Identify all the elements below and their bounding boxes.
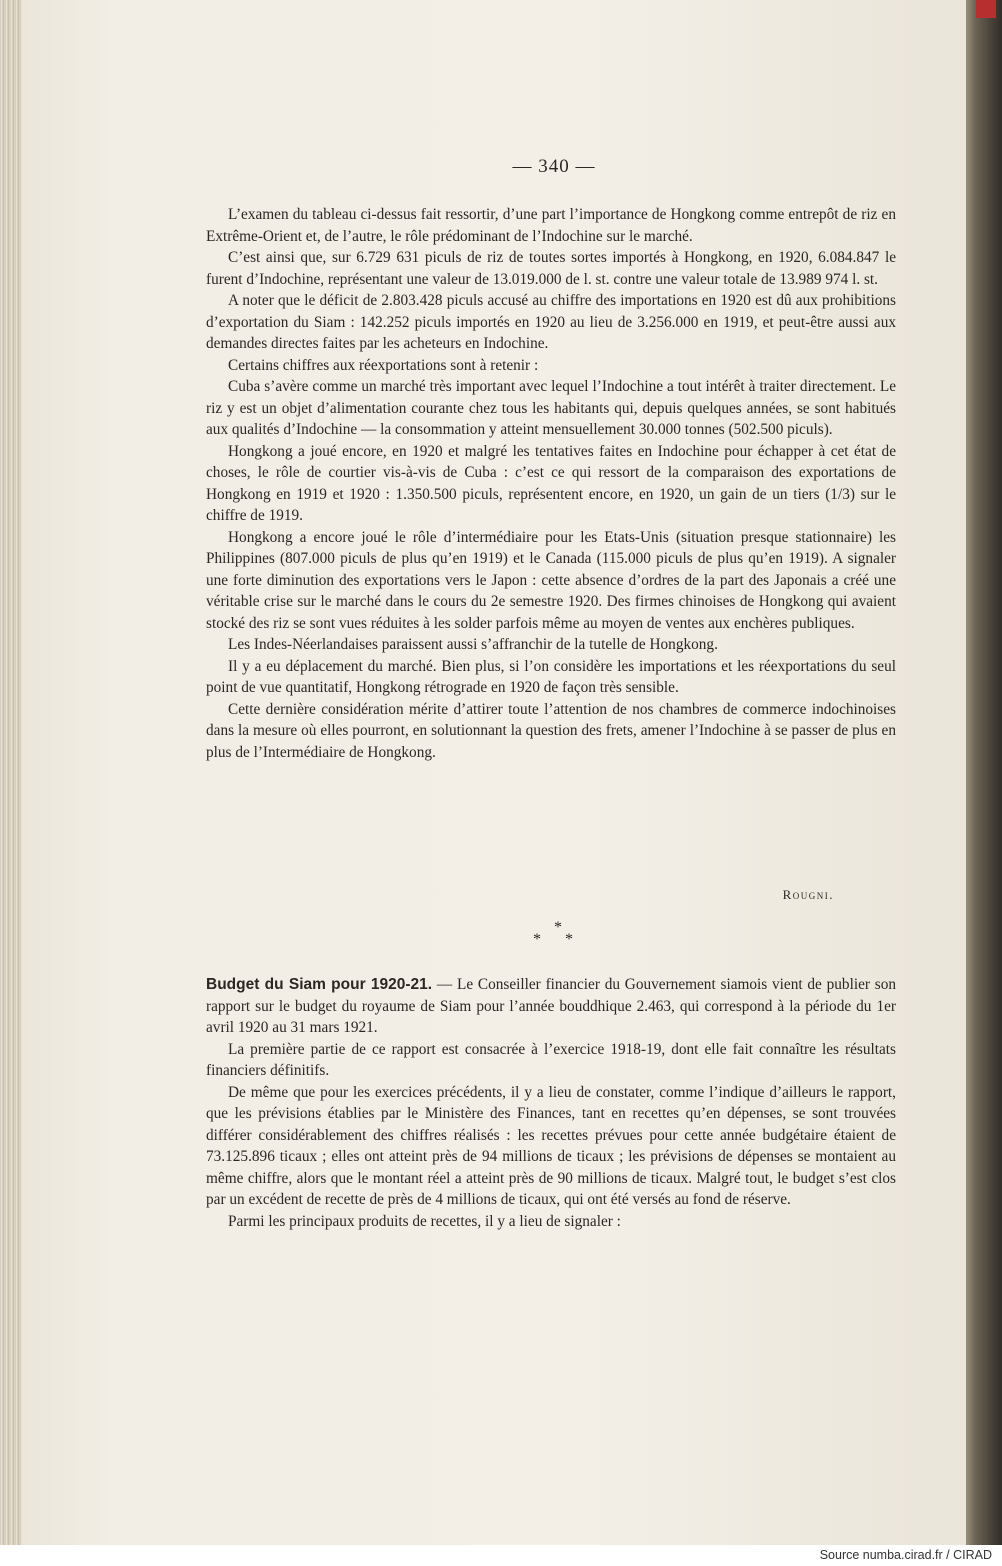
document-page xyxy=(22,0,968,1545)
section-asterism xyxy=(528,919,588,948)
paragraph: Les Indes-Néerlandaises paraissent aussi s’affranchir de la tutelle de Hongkong. xyxy=(228,636,718,653)
paragraph: Hongkong a joué encore, en 1920 et malgré les tentatives faites en Indochine pour échapper à cet état de choses, le rôle de courtier vis-à-vis de Cuba : c’est ce qui ressort de la comparaison des exportations de Hongkong en 1919 et 1920 : 1.350.500 piculs, représentent encore, en 1920, un gain de un tiers (1/3) sur le chiffre de 1919. xyxy=(206,442,896,524)
section-heading: Budget du Siam pour 1920-21. xyxy=(206,976,433,993)
paragraph: Cuba s’avère comme un marché très important avec lequel l’Indochine a tout intérêt à traiter directement. Le riz y est un objet d’alimentation courante chez tous les habitants qui, depuis quelques années, se sont habitués aux qualités d’Indochine — la consommation y atteint mensuellement 30.000 tonnes (502.500 piculs). xyxy=(206,378,896,438)
paragraph: L’examen du tableau ci-dessus fait ressortir, d’une part l’importance de Hongkong comme entrepôt de riz en Extrême-Orient et, de l’autre, le rôle prédominant de l’Indochine sur le marché. xyxy=(206,206,896,245)
body-text-top xyxy=(206,204,896,763)
paragraph: Certains chiffres aux réexportations sont à retenir : xyxy=(228,356,539,374)
section-opening-text: — Le Conseiller financier du Gouvernement siamois vient de publier son rapport sur le budget du royaume de Siam pour l’année bouddhique 2.463, qui correspond à la période du 1er avril 1920 au 31 mars 1921. xyxy=(206,976,896,1036)
body-text-bottom xyxy=(206,974,896,1232)
paragraph: De même que pour les exercices précédents, il y a lieu de constater, comme l’indique d’ailleurs le rapport, que les prévisions établies par le Ministère des Finances, tant en recettes qu’en dépenses, se sont trouvées différer considérablement des chiffres réalisés : les recettes prévues pour cette année budgétaire étaient de 73.125.896 ticaux ; elles ont atteint près de 94 millions de ticaux ; les prévisions de dépenses se montaient au même chiffre, alors que le montant réel a atteint près de 90 millions de ticaux. Malgré tout, le budget s’est clos par un excédent de recette de près de 4 millions de ticaux, qui ont été versés au fond de réserve. xyxy=(206,1083,896,1208)
asterism-bottom: * * xyxy=(533,931,583,948)
paragraph: Il y a eu déplacement du marché. Bien plus, si l’on considère les importations et les réexportations du seul point de vue quantitatif, Hongkong rétrograde en 1920 de façon très sensible. xyxy=(206,657,896,696)
paragraph: Hongkong a encore joué le rôle d’intermédiaire pour les Etats-Unis (situation presque stationnaire) les Philippines (807.000 piculs de plus qu’en 1919) et le Canada (115.000 piculs de plus qu’en 1919). A signaler une forte diminution des exportations vers le Japon : cette absence d’ordres de la part des Japonais a créé une véritable crise sur le marché dans le cours du 2e semestre 1920. Des firmes chinoises de Hongkong qui avaient stocké des riz se sont vues réduites à les solder parfois même au moyen de ventes aux enchères publiques. xyxy=(206,528,896,632)
paragraph: Cette dernière considération mérite d’attirer toute l’attention de nos chambres de commerce indochinoises dans la mesure où elles pourront, en solutionnant la question des frets, amener l’Indochine à se passer de plus en plus de l’Intermédiaire de Hongkong. xyxy=(206,700,896,761)
source-credit: Source numba.cirad.fr / CIRAD xyxy=(819,1548,992,1562)
book-page-edges xyxy=(0,0,22,1545)
paragraph: Parmi les principaux produits de recettes, il y a lieu de signaler : xyxy=(228,1212,621,1230)
book-binding-edge xyxy=(966,0,1002,1545)
paragraph: La première partie de ce rapport est consacrée à l’exercice 1918-19, dont elle fait connaître les résultats financiers définitifs. xyxy=(206,1040,896,1079)
section-opening-paragraph xyxy=(206,974,896,1039)
paragraph: A noter que le déficit de 2.803.428 piculs accusé au chiffre des importations en 1920 est dû aux prohibitions d’exportation du Siam : 142.252 piculs importés en 1920 au lieu de 3.256.000 en 1919, et peut-être aussi aux demandes directes faites par les acheteurs en Indochine. xyxy=(206,292,896,352)
asterism-top: * xyxy=(554,919,562,936)
page-number: — 340 — xyxy=(512,156,596,177)
paragraph: C’est ainsi que, sur 6.729 631 piculs de riz de toutes sortes importés à Hongkong, en 1920, 6.084.847 le furent d’Indochine, représentant une valeur de 13.019.000 de l. st. contre une valeur totale de 13.989 974 l. st. xyxy=(206,249,896,288)
author-signature: Rougni. xyxy=(782,887,834,902)
